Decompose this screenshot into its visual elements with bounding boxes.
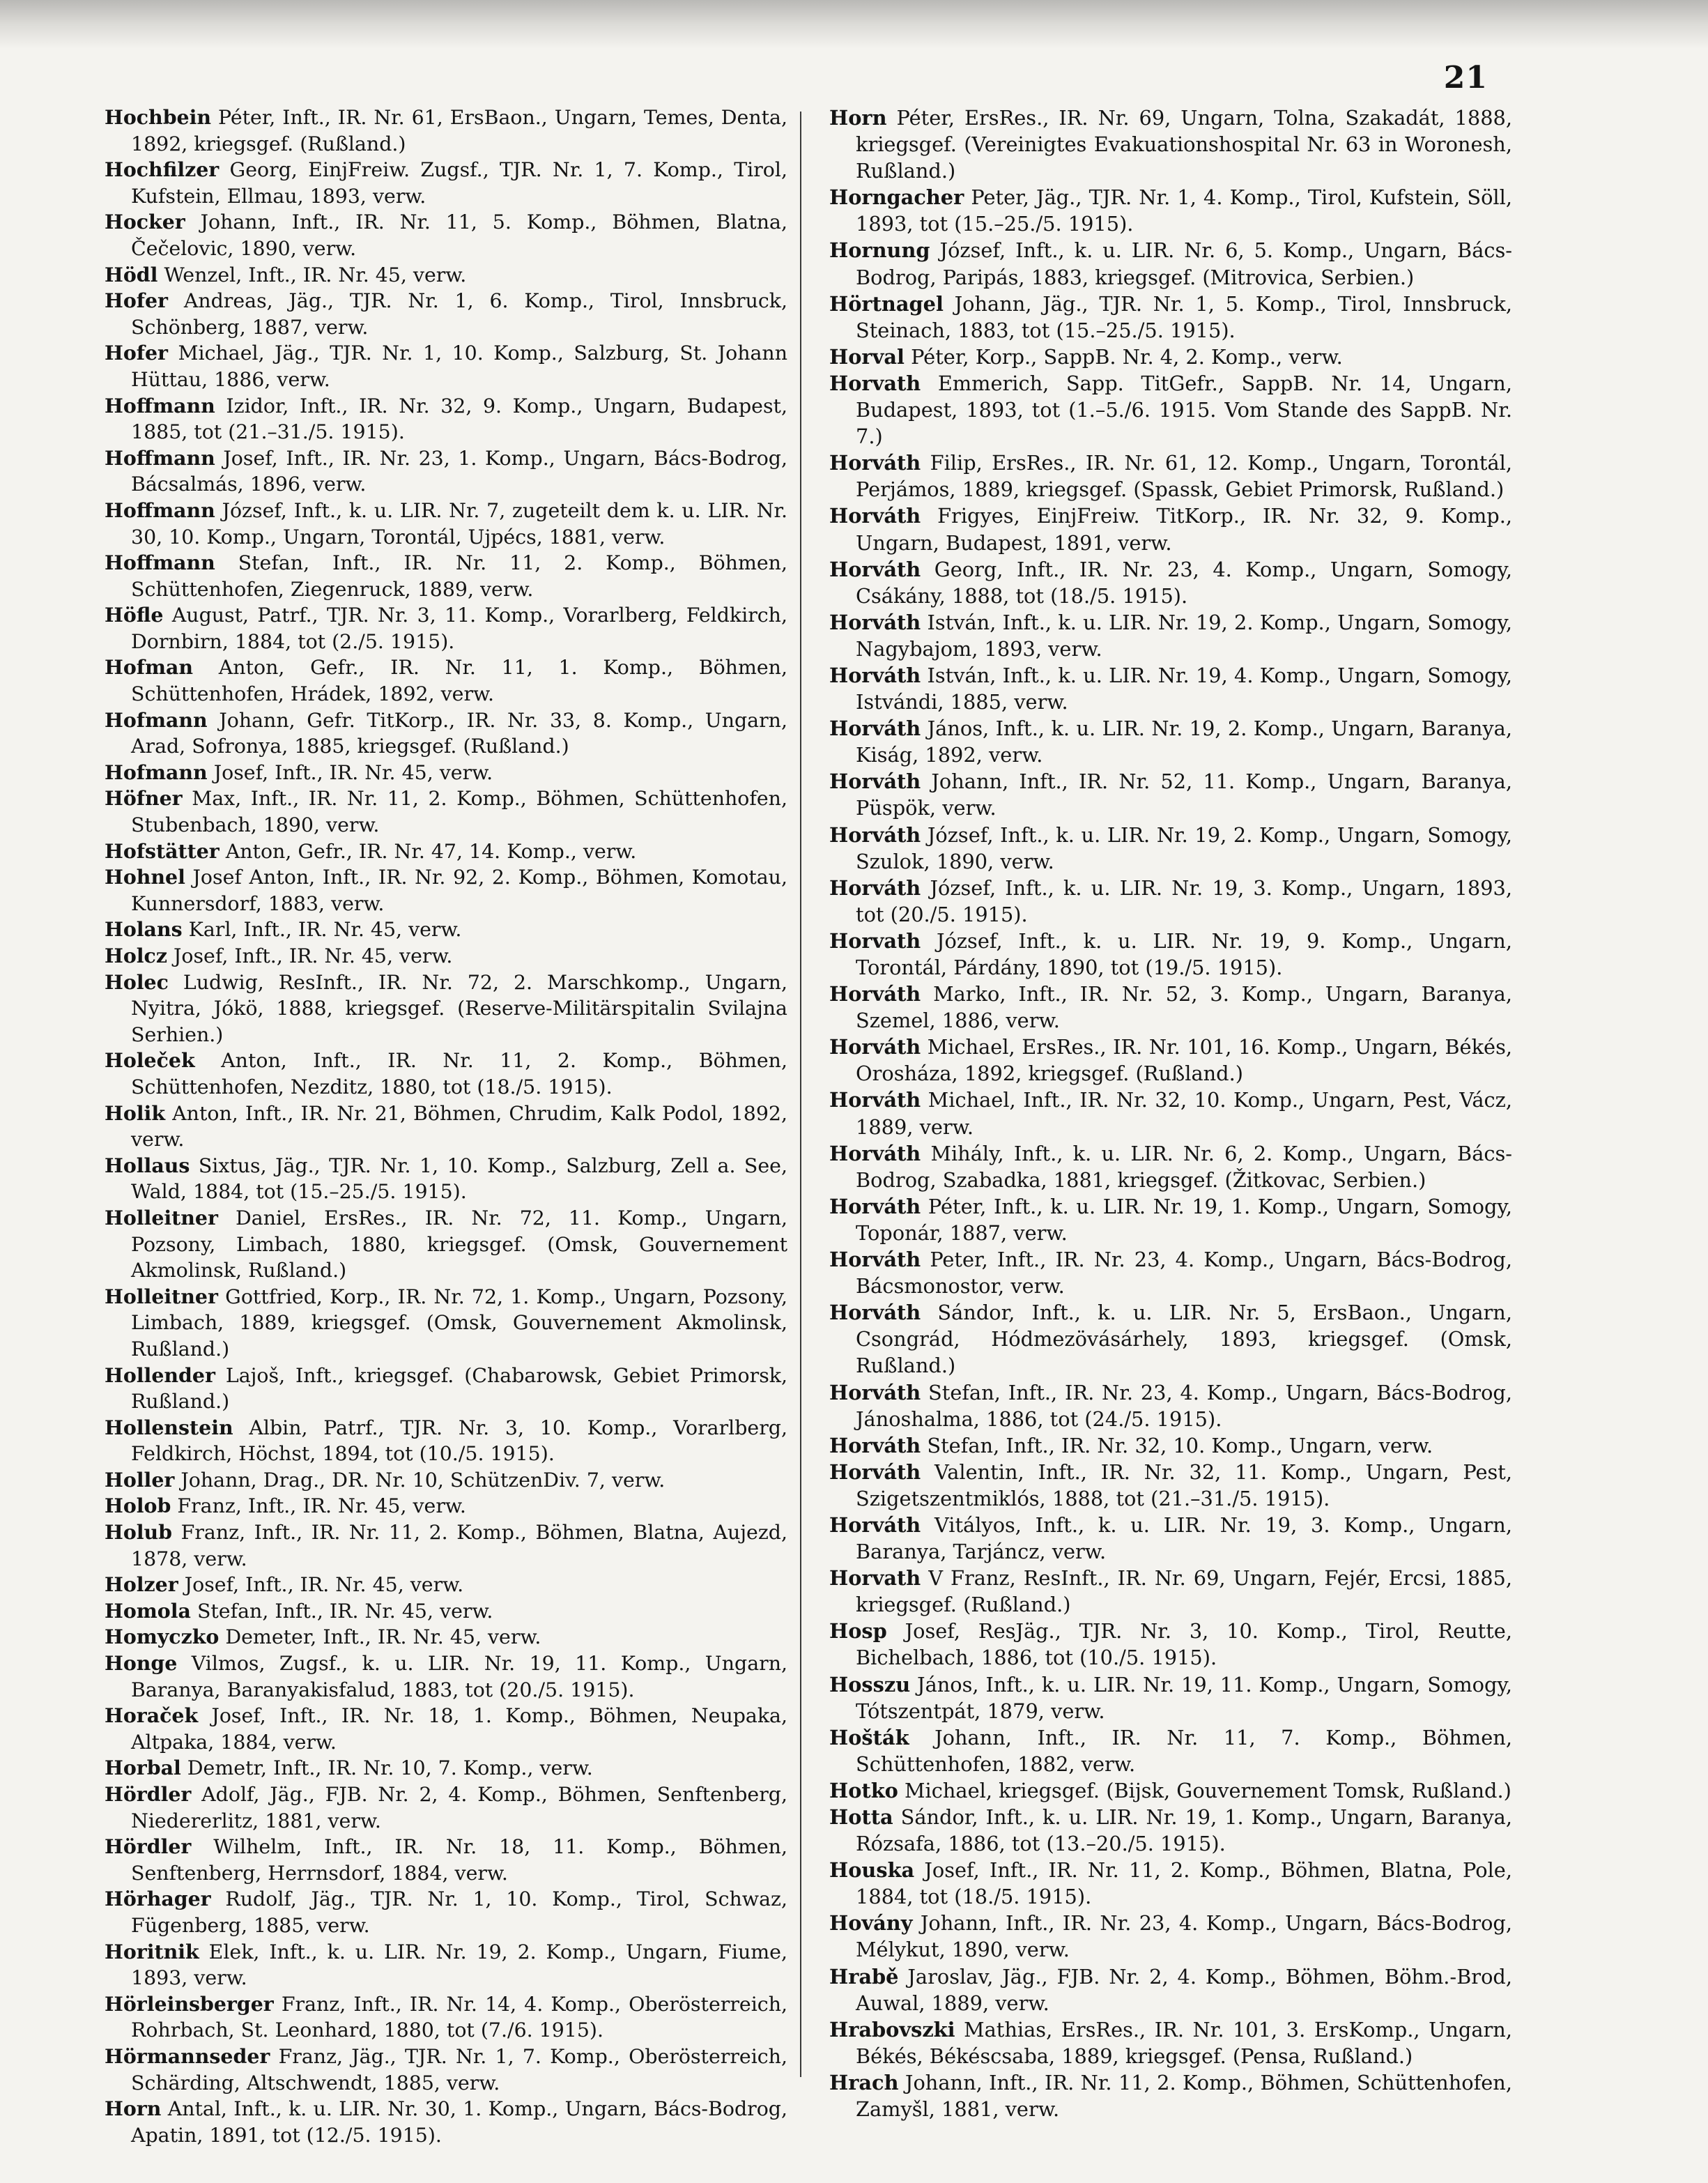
list-entry	[829, 1724, 1512, 1777]
entry-surname: Horváth	[829, 717, 921, 741]
list-entry	[105, 1363, 787, 1415]
list-entry	[829, 237, 1512, 290]
list-entry	[105, 550, 787, 602]
entry-details: Peter, Jäg., TJR. Nr. 1, 4. Komp., Tirol, Kufstein, Söll, 1893, tot (15.–25./5. 1915).	[856, 185, 1512, 236]
entry-details: Stefan, Inft., IR. Nr. 23, 4. Komp., Ungarn, Bács-Bodrog, Jánoshalma, 1886, tot (24./5. 1915).	[856, 1380, 1512, 1431]
entry-surname: Horváth	[829, 1380, 921, 1404]
entry-surname: Horváth	[829, 1301, 921, 1325]
entry-details: V Franz, ResInft., IR. Nr. 69, Ungarn, Fejér, Ercsi, 1885, kriegsgef. (Rußland.)	[856, 1566, 1512, 1617]
entry-surname: Hofer	[105, 289, 168, 313]
entry-details: Emmerich, Sapp. TitGefr., SappB. Nr. 14, Ungarn, Budapest, 1893, tot (1.–5./6. 1915. Vom Stande des SappB. Nr. 7.)	[856, 371, 1513, 449]
entry-details: Demeter, Inft., IR. Nr. 45, verw.	[225, 1625, 541, 1649]
entry-surname: Horváth	[829, 769, 921, 794]
entry-details: Johann, Inft., IR. Nr. 11, 2. Komp., Böhmen, Schüttenhofen, Zamyšl, 1881, verw.	[856, 2070, 1513, 2122]
list-entry	[829, 1193, 1512, 1246]
entry-details: Anton, Gefr., IR. Nr. 47, 14. Komp., verw.	[225, 839, 637, 863]
list-entry	[105, 1755, 787, 1782]
list-entry	[105, 1572, 787, 1598]
entry-surname: Hotta	[829, 1805, 893, 1829]
list-entry	[829, 1140, 1512, 1193]
list-entry	[105, 262, 787, 289]
entry-details: Max, Inft., IR. Nr. 11, 2. Komp., Böhmen, Schüttenhofen, Stubenbach, 1890, verw.	[131, 787, 787, 837]
entry-details: Franz, Inft., IR. Nr. 11, 2. Komp., Böhmen, Blatna, Aujezd, 1878, verw.	[131, 1521, 788, 1570]
entry-details: Josef, Inft., IR. Nr. 45, verw.	[213, 760, 493, 784]
list-entry	[829, 503, 1512, 556]
entry-surname: Hoffmann	[105, 498, 215, 522]
entry-surname: Horváth	[829, 875, 921, 900]
entry-details: Wenzel, Inft., IR. Nr. 45, verw.	[164, 263, 467, 286]
entry-surname: Horaček	[105, 1703, 199, 1728]
entry-surname: Holcz	[105, 944, 167, 967]
entry-details: Josef, Inft., IR. Nr. 18, 1. Komp., Böhmen, Neupaka, Altpaka, 1884, verw.	[131, 1704, 787, 1754]
list-entry	[829, 105, 1512, 184]
list-entry	[829, 1299, 1512, 1379]
entry-surname: Hörtnagel	[829, 291, 944, 316]
entry-details: Frigyes, EinjFreiw. TitKorp., IR. Nr. 32, 9. Komp., Ungarn, Budapest, 1891, verw.	[856, 504, 1513, 555]
entry-details: Albin, Patrf., TJR. Nr. 3, 10. Komp., Vorarlberg, Feldkirch, Höchst, 1894, tot (10./5. 1915).	[131, 1416, 787, 1466]
entry-surname: Höfle	[105, 603, 164, 627]
list-entry	[105, 864, 787, 917]
entry-surname: Holeček	[105, 1048, 195, 1073]
entry-details: Johann, Inft., IR. Nr. 52, 11. Komp., Ungarn, Baranya, Püspök, verw.	[856, 769, 1513, 820]
list-entry	[105, 943, 787, 970]
entry-details: Josef, Inft., IR. Nr. 23, 1. Komp., Ungarn, Bács-Bodrog, Bácsalmás, 1896, verw.	[131, 446, 787, 496]
entry-surname: Hotko	[829, 1778, 898, 1802]
entry-details: Michael, kriegsgef. (Bijsk, Gouvernement Tomsk, Rußland.)	[905, 1778, 1511, 1802]
entry-details: Filip, ErsRes., IR. Nr. 61, 12. Komp., Ungarn, Torontál, Perjámos, 1889, kriegsgef. (Spassk, Gebiet Primorsk, Rußland.)	[856, 451, 1512, 502]
list-entry	[829, 1432, 1512, 1459]
entry-details: Sándor, Inft., k. u. LIR. Nr. 19, 1. Komp., Ungarn, Baranya, Rózsafa, 1886, tot (13.–20./5. 1915).	[856, 1805, 1512, 1856]
entry-details: August, Patrf., TJR. Nr. 3, 11. Komp., Vorarlberg, Feldkirch, Dornbirn, 1884, tot (2./5. 1915).	[131, 604, 787, 653]
entry-surname: Hoffmann	[105, 445, 215, 470]
list-entry	[105, 1415, 787, 1467]
list-entry	[105, 445, 787, 498]
entry-surname: Horváth	[829, 1512, 921, 1537]
entry-details: Stefan, Inft., IR. Nr. 11, 2. Komp., Böhmen, Schüttenhofen, Ziegenruck, 1889, verw.	[131, 551, 787, 601]
list-entry	[829, 344, 1512, 370]
entry-details: János, Inft., k. u. LIR. Nr. 19, 11. Komp., Ungarn, Somogy, Tótszentpát, 1879, verw.	[856, 1672, 1512, 1723]
entry-surname: Holleitner	[105, 1205, 218, 1230]
entry-surname: Hochbein	[105, 105, 212, 129]
entry-details: Josef Anton, Inft., IR. Nr. 92, 2. Komp., Böhmen, Komotau, Kunnersdorf, 1883, verw.	[131, 866, 787, 915]
entry-details: Karl, Inft., IR. Nr. 45, verw.	[188, 918, 462, 942]
entry-surname: Horváth	[829, 1433, 921, 1457]
list-entry	[105, 2044, 787, 2096]
list-entry	[829, 1512, 1512, 1565]
list-entry	[829, 2069, 1512, 2122]
list-entry	[105, 1467, 787, 1494]
entry-details: József, Inft., k. u. LIR. Nr. 19, 2. Komp., Ungarn, Somogy, Szulok, 1890, verw.	[856, 822, 1513, 873]
entry-surname: Horitnik	[105, 1939, 199, 1963]
entry-surname: Hochfilzer	[105, 158, 220, 182]
entry-details: Lajoš, Inft., kriegsgef. (Chabarowsk, Gebiet Primorsk, Rußland.)	[131, 1363, 787, 1414]
list-entry	[829, 556, 1512, 609]
entry-surname: Horváth	[829, 451, 921, 475]
list-entry	[829, 1804, 1512, 1857]
entry-surname: Hrabě	[829, 1964, 899, 1989]
entry-details: Josef, Inft., IR. Nr. 45, verw.	[174, 944, 453, 967]
entry-details: Johann, Inft., IR. Nr. 23, 4. Komp., Ungarn, Bács-Bodrog, Mélykut, 1890, verw.	[856, 1911, 1512, 1962]
entry-surname: Horbal	[105, 1756, 181, 1780]
entry-surname: Holob	[105, 1494, 171, 1518]
entry-surname: Horváth	[829, 822, 921, 847]
entry-surname: Holler	[105, 1467, 175, 1492]
entry-surname: Horváth	[829, 1088, 921, 1112]
entry-details: József, Inft., k. u. LIR. Nr. 7, zugeteilt dem k. u. LIR. Nr. 30, 10. Komp., Ungarn, Torontál, Ujpécs, 1881, verw.	[131, 498, 788, 549]
entry-surname: Horn	[829, 106, 887, 130]
entry-surname: Horngacher	[829, 185, 964, 210]
entry-surname: Hofman	[105, 655, 194, 680]
entry-details: Péter, ErsRes., IR. Nr. 69, Ungarn, Tolna, Szakadát, 1888, kriegsgef. (Vereinigtes Evakuationshospital Nr. 63 in Woronesh, Rußland.)	[856, 106, 1512, 183]
entry-surname: Horváth	[829, 557, 921, 581]
list-entry	[829, 1379, 1512, 1432]
list-entry	[105, 1624, 787, 1650]
entry-surname: Hoffmann	[105, 551, 215, 575]
entry-details: Michael, Inft., IR. Nr. 32, 10. Komp., Ungarn, Pest, Vácz, 1889, verw.	[856, 1088, 1512, 1139]
entry-details: Sixtus, Jäg., TJR. Nr. 1, 10. Komp., Salzburg, Zell a. See, Wald, 1884, tot (15.–25./5. 1915).	[131, 1154, 787, 1204]
entry-surname: Hovány	[829, 1911, 913, 1936]
entry-surname: Hörleinsberger	[105, 1991, 274, 2016]
entry-details: Marko, Inft., IR. Nr. 52, 3. Komp., Ungarn, Baranya, Szemel, 1886, verw.	[856, 982, 1512, 1033]
list-entry	[105, 1886, 787, 1938]
entry-details: Péter, Inft., k. u. LIR. Nr. 19, 1. Komp., Ungarn, Somogy, Toponár, 1887, verw.	[856, 1194, 1512, 1245]
list-entry	[829, 1034, 1512, 1087]
list-entry	[829, 928, 1512, 981]
list-entry	[829, 1910, 1512, 1963]
list-entry	[829, 1565, 1512, 1618]
entry-details: József, Inft., k. u. LIR. Nr. 6, 5. Komp., Ungarn, Bács-Bodrog, Paripás, 1883, kriegsgef. (Mitrovica, Serbien.)	[856, 238, 1512, 289]
list-entry	[105, 1048, 787, 1100]
list-entry	[105, 1991, 787, 2044]
entry-surname: Holans	[105, 917, 183, 942]
entry-details: Stefan, Inft., IR. Nr. 45, verw.	[197, 1599, 493, 1623]
entry-surname: Honge	[105, 1651, 178, 1676]
entry-surname: Hofer	[105, 341, 168, 365]
entry-details: Franz, Inft., IR. Nr. 14, 4. Komp., Oberösterreich, Rohrbach, St. Leonhard, 1880, tot (7./6. 1915).	[131, 1992, 787, 2042]
list-entry	[105, 1519, 787, 1572]
entry-surname: Horvath	[829, 1566, 921, 1591]
entry-details: Georg, Inft., IR. Nr. 23, 4. Komp., Ungarn, Somogy, Csákány, 1888, tot (18./5. 1915).	[856, 557, 1513, 608]
entry-details: Vilmos, Zugsf., k. u. LIR. Nr. 19, 11. Komp., Ungarn, Baranya, Baranyakisfalud, 1883, tot (20./5. 1915).	[131, 1652, 788, 1701]
entry-details: Anton, Inft., IR. Nr. 21, Böhmen, Chrudim, Kalk Podol, 1892, verw.	[131, 1101, 787, 1151]
entry-details: Gottfried, Korp., IR. Nr. 72, 1. Komp., Ungarn, Pozsony, Limbach, 1889, kriegsgef. (Omsk, Gouvernement Akmolinsk, Rußland.)	[131, 1285, 787, 1361]
entry-surname: Hrabovszki	[829, 2017, 955, 2042]
list-entry	[829, 875, 1512, 928]
entry-details: Michael, Jäg., TJR. Nr. 1, 10. Komp., Salzburg, St. Johann Hüttau, 1886, verw.	[131, 342, 788, 391]
entry-details: Izidor, Inft., IR. Nr. 32, 9. Komp., Ungarn, Budapest, 1885, tot (21.–31./5. 1915).	[131, 394, 787, 444]
list-entry	[829, 1618, 1512, 1671]
entry-surname: Horváth	[829, 504, 921, 528]
list-entry	[105, 1101, 787, 1153]
entry-surname: Horvath	[829, 371, 921, 395]
entry-surname: Homola	[105, 1598, 191, 1623]
list-entry	[105, 1205, 787, 1284]
list-entry	[829, 291, 1512, 344]
entry-surname: Holleitner	[105, 1284, 218, 1308]
entry-details: Péter, Inft., IR. Nr. 61, ErsBaon., Ungarn, Temes, Denta, 1892, kriegsgef. (Rußland.)	[131, 106, 787, 155]
list-entry	[829, 1857, 1512, 1910]
entry-surname: Horn	[105, 2097, 162, 2121]
entry-details: Valentin, Inft., IR. Nr. 32, 11. Komp., Ungarn, Pest, Szigetszentmiklós, 1888, tot (21.–31./5. 1915).	[856, 1460, 1513, 1510]
list-entry	[105, 1284, 787, 1363]
entry-surname: Horváth	[829, 1248, 921, 1272]
entry-details: Michael, ErsRes., IR. Nr. 101, 16. Komp., Ungarn, Békés, Orosháza, 1892, kriegsgef. (Rußland.)	[856, 1035, 1512, 1086]
list-entry	[829, 1671, 1512, 1724]
entry-surname: Hosp	[829, 1619, 887, 1644]
entry-details: Anton, Inft., IR. Nr. 11, 2. Komp., Böhmen, Schüttenhofen, Nezditz, 1880, tot (18./5. 1915).	[131, 1049, 787, 1098]
entry-surname: Hohnel	[105, 865, 185, 889]
column-right	[829, 105, 1512, 2122]
list-entry	[829, 662, 1512, 715]
entry-surname: Hofmann	[105, 760, 208, 784]
entry-details: Demetr, Inft., IR. Nr. 10, 7. Komp., verw.	[187, 1756, 593, 1780]
entry-details: Johann, Jäg., TJR. Nr. 1, 5. Komp., Tirol, Innsbruck, Steinach, 1883, tot (15.–25./5. 1915).	[856, 291, 1512, 342]
list-entry	[105, 157, 787, 209]
entry-surname: Holzer	[105, 1572, 178, 1597]
entry-surname: Horváth	[829, 1141, 921, 1165]
column-divider	[800, 112, 801, 2077]
entry-details: Wilhelm, Inft., IR. Nr. 18, 11. Komp., Böhmen, Senftenberg, Herrnsdorf, 1884, verw.	[131, 1835, 787, 1885]
entry-details: Peter, Inft., IR. Nr. 23, 4. Komp., Ungarn, Bács-Bodrog, Bácsmonostor, verw.	[856, 1248, 1513, 1299]
list-entry	[829, 1246, 1512, 1299]
entry-details: Sándor, Inft., k. u. LIR. Nr. 5, ErsBaon., Ungarn, Csongrád, Hódmezövásárhely, 1893, kriegsgef. (Omsk, Rußland.)	[856, 1301, 1512, 1378]
entry-surname: Hollenstein	[105, 1415, 233, 1439]
list-entry	[105, 760, 787, 786]
entry-surname: Hofmann	[105, 707, 208, 732]
list-entry	[105, 340, 787, 392]
list-entry	[105, 105, 787, 157]
list-entry	[829, 609, 1512, 662]
entry-details: János, Inft., k. u. LIR. Nr. 19, 2. Komp., Ungarn, Baranya, Kiság, 1892, verw.	[856, 717, 1513, 767]
entry-details: Georg, EinjFreiw. Zugsf., TJR. Nr. 1, 7. Komp., Tirol, Kufstein, Ellmau, 1893, verw.	[131, 158, 787, 208]
list-entry	[105, 1703, 787, 1755]
list-entry	[105, 654, 787, 707]
entry-surname: Holub	[105, 1520, 173, 1545]
list-entry	[105, 1493, 787, 1519]
entry-details: Elek, Inft., k. u. LIR. Nr. 19, 2. Komp., Ungarn, Fiume, 1893, verw.	[131, 1940, 787, 1990]
entry-surname: Hornung	[829, 238, 930, 263]
entry-surname: Hollaus	[105, 1153, 190, 1177]
list-entry	[105, 1153, 787, 1205]
entry-details: Daniel, ErsRes., IR. Nr. 72, 11. Komp., Ungarn, Pozsony, Limbach, 1880, kriegsgef. (Omsk, Gouvernement Akmolinsk, Rußland.)	[131, 1206, 788, 1282]
list-entry	[105, 393, 787, 445]
entry-details: József, Inft., k. u. LIR. Nr. 19, 9. Komp., Ungarn, Torontál, Párdány, 1890, tot (19./5. 1915).	[856, 928, 1512, 979]
entry-details: Josef, Inft., IR. Nr. 11, 2. Komp., Böhmen, Blatna, Pole, 1884, tot (18./5. 1915).	[856, 1858, 1513, 1909]
entry-surname: Horval	[829, 344, 905, 369]
entry-surname: Hollender	[105, 1363, 215, 1387]
list-entry	[829, 450, 1512, 503]
entry-surname: Horváth	[829, 663, 921, 687]
page-number: 21	[1443, 60, 1488, 95]
entry-details: Anton, Gefr., IR. Nr. 11, 1. Komp., Böhmen, Schüttenhofen, Hrádek, 1892, verw.	[131, 656, 787, 706]
entry-surname: Horváth	[829, 610, 921, 634]
list-entry	[105, 1782, 787, 1834]
list-entry	[105, 786, 787, 838]
list-entry	[829, 184, 1512, 237]
entry-details: Rudolf, Jäg., TJR. Nr. 1, 10. Komp., Tirol, Schwaz, Fügenberg, 1885, verw.	[131, 1887, 787, 1937]
entry-surname: Hofstätter	[105, 838, 220, 863]
list-entry	[829, 715, 1512, 768]
entry-details: József, Inft., k. u. LIR. Nr. 19, 3. Komp., Ungarn, 1893, tot (20./5. 1915).	[856, 875, 1512, 926]
list-entry	[105, 602, 787, 654]
list-entry	[829, 2016, 1512, 2069]
list-entry	[105, 1939, 787, 1991]
entry-details: Johann, Inft., IR. Nr. 11, 7. Komp., Böhmen, Schüttenhofen, 1882, verw.	[856, 1725, 1512, 1776]
entry-surname: Horvath	[829, 928, 921, 953]
list-entry	[829, 1087, 1512, 1140]
entry-surname: Hörmannseder	[105, 2044, 270, 2068]
list-entry	[829, 822, 1512, 875]
entry-details: Josef, Inft., IR. Nr. 45, verw.	[184, 1573, 464, 1597]
entry-surname: Hocker	[105, 210, 185, 234]
list-entry	[105, 1834, 787, 1886]
list-entry	[829, 768, 1512, 821]
entry-details: Franz, Inft., IR. Nr. 45, verw.	[177, 1494, 466, 1518]
entry-details: Mathias, ErsRes., IR. Nr. 101, 3. ErsKomp., Ungarn, Békés, Békéscsaba, 1889, kriegsgef. (Pensa, Rußland.)	[856, 2017, 1512, 2068]
entry-details: Mihály, Inft., k. u. LIR. Nr. 6, 2. Komp., Ungarn, Bács-Bodrog, Szabadka, 1881, kriegsgef. (Žitkovac, Serbien.)	[856, 1141, 1513, 1192]
entry-surname: Homyczko	[105, 1625, 220, 1649]
list-entry	[105, 838, 787, 865]
list-entry	[829, 370, 1512, 450]
list-entry	[829, 981, 1512, 1034]
entry-details: Johann, Inft., IR. Nr. 11, 5. Komp., Böhmen, Blatna, Čečelovic, 1890, verw.	[131, 210, 787, 260]
entry-surname: Holik	[105, 1101, 166, 1125]
entry-details: Andreas, Jäg., TJR. Nr. 1, 6. Komp., Tirol, Innsbruck, Schönberg, 1887, verw.	[131, 289, 787, 339]
list-entry	[105, 1650, 787, 1703]
entry-details: István, Inft., k. u. LIR. Nr. 19, 2. Komp., Ungarn, Somogy, Nagybajom, 1893, verw.	[856, 610, 1512, 661]
list-entry	[105, 209, 787, 261]
entry-details: Ludwig, ResInft., IR. Nr. 72, 2. Marschkomp., Ungarn, Nyitra, Jókö, 1888, kriegsgef. (Reserve-Militärspitalin Svilajna Serhien.)	[131, 970, 787, 1046]
entry-details: Josef, ResJäg., TJR. Nr. 3, 10. Komp., Tirol, Reutte, Bichelbach, 1886, tot (10./5. 1915).	[856, 1619, 1513, 1670]
entry-surname: Horváth	[829, 1460, 921, 1484]
scan-edge-shading	[0, 0, 1708, 49]
entry-surname: Hörhager	[105, 1887, 211, 1911]
entry-details: Johann, Drag., DR. Nr. 10, SchützenDiv. 7, verw.	[180, 1468, 665, 1492]
entry-details: Johann, Gefr. TitKorp., IR. Nr. 33, 8. Komp., Ungarn, Arad, Sofronya, 1885, kriegsgef. (Rußland.)	[131, 708, 787, 758]
entry-surname: Horváth	[829, 982, 921, 1006]
entry-details: Jaroslav, Jäg., FJB. Nr. 2, 4. Komp., Böhmen, Böhm.-Brod, Auwal, 1889, verw.	[856, 1964, 1512, 2015]
entry-surname: Hördler	[105, 1835, 192, 1859]
entry-surname: Hrach	[829, 2070, 899, 2094]
list-entry	[105, 498, 787, 550]
entry-details: István, Inft., k. u. LIR. Nr. 19, 4. Komp., Ungarn, Somogy, Istvándi, 1885, verw.	[856, 663, 1512, 714]
entry-surname: Horváth	[829, 1035, 921, 1059]
entry-details: Antal, Inft., k. u. LIR. Nr. 30, 1. Komp., Ungarn, Bács-Bodrog, Apatin, 1891, tot (12./5. 1915).	[131, 2097, 787, 2147]
list-entry	[105, 2096, 787, 2148]
list-entry	[105, 917, 787, 943]
entry-details: Vitályos, Inft., k. u. LIR. Nr. 19, 3. Komp., Ungarn, Baranya, Tarjáncz, verw.	[856, 1512, 1512, 1564]
entry-surname: Horváth	[829, 1194, 921, 1218]
entry-surname: Hošták	[829, 1725, 909, 1749]
list-entry	[105, 1598, 787, 1625]
list-entry	[829, 1777, 1512, 1804]
entry-surname: Hoffmann	[105, 393, 215, 418]
entry-surname: Hosszu	[829, 1672, 911, 1696]
entry-surname: Houska	[829, 1858, 915, 1883]
column-left	[105, 105, 787, 2148]
list-entry	[829, 1459, 1512, 1512]
list-entry	[105, 288, 787, 340]
entry-details: Péter, Korp., SappB. Nr. 4, 2. Komp., verw.	[911, 344, 1343, 369]
entry-surname: Höfner	[105, 786, 183, 811]
entry-surname: Hördler	[105, 1782, 192, 1806]
entry-details: Franz, Jäg., TJR. Nr. 1, 7. Komp., Oberösterreich, Schärding, Altschwendt, 1885, verw.	[131, 2044, 787, 2094]
entry-details: Stefan, Inft., IR. Nr. 32, 10. Komp., Ungarn, verw.	[927, 1433, 1433, 1457]
list-entry	[105, 707, 787, 760]
entry-surname: Hödl	[105, 262, 158, 286]
list-entry	[105, 970, 787, 1048]
entry-surname: Holec	[105, 970, 169, 994]
entry-details: Adolf, Jäg., FJB. Nr. 2, 4. Komp., Böhmen, Senftenberg, Niedererlitz, 1881, verw.	[131, 1783, 787, 1832]
list-entry	[829, 1963, 1512, 2016]
